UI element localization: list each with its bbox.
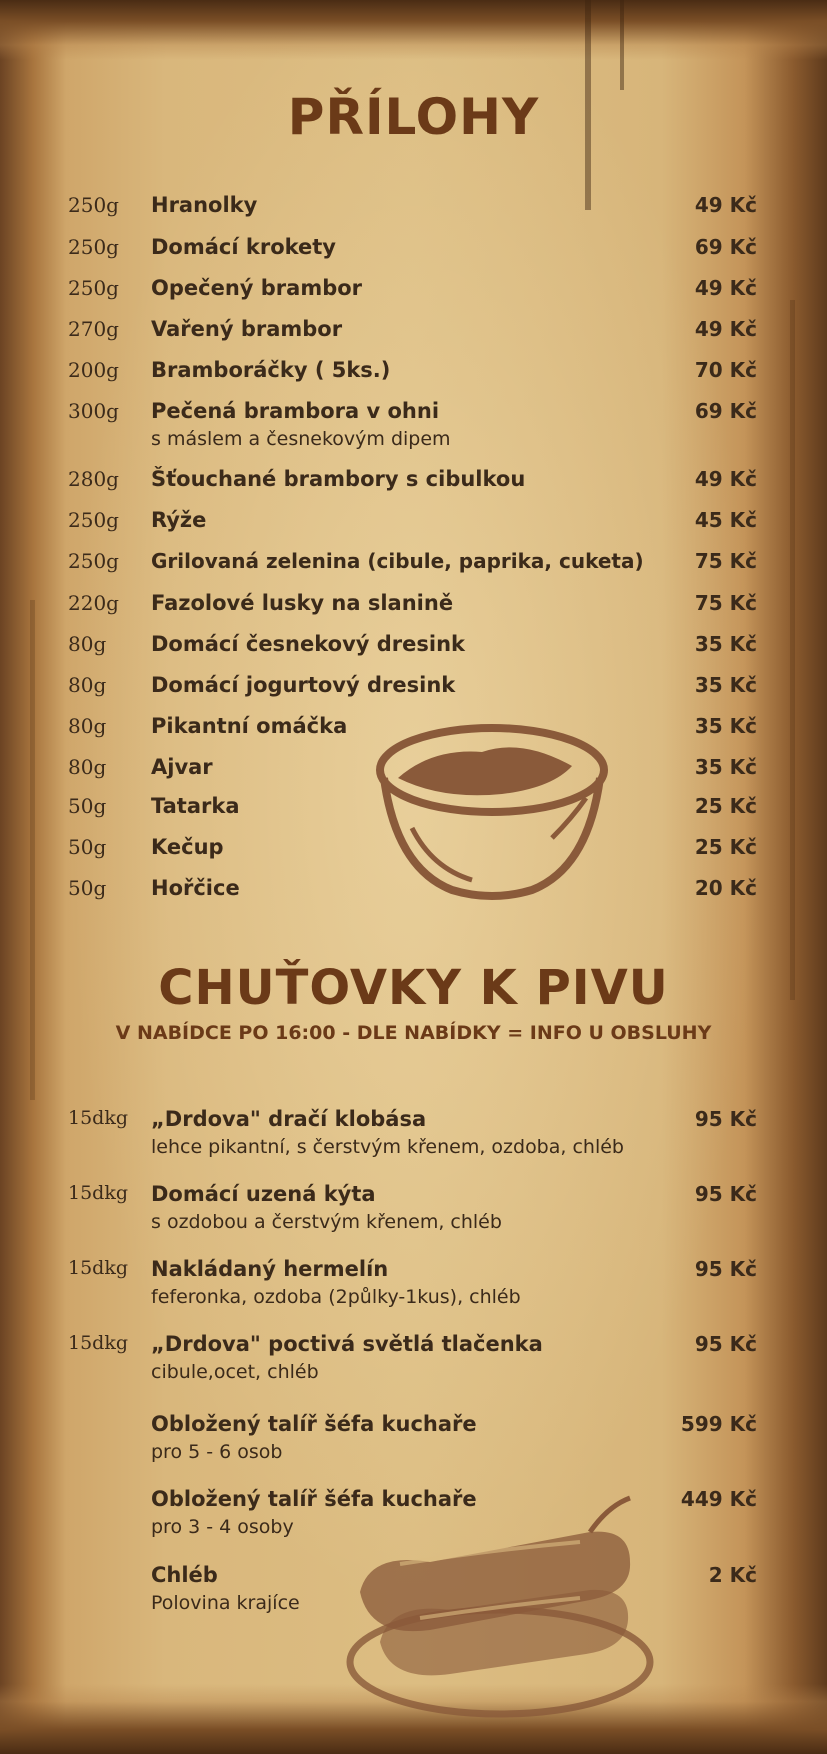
item-weight: 50g	[68, 794, 107, 818]
item-name: Tatarka	[151, 794, 240, 818]
item-price: 75 Kč	[694, 549, 757, 573]
item-weight: 50g	[68, 835, 107, 859]
item-name: Nakládaný hermelín	[151, 1257, 389, 1281]
item-price: 49 Kč	[694, 467, 757, 491]
item-price: 35 Kč	[694, 673, 757, 697]
item-name: „Drdova" dračí klobása	[151, 1107, 427, 1131]
item-description: s máslem a česnekovým dipem	[151, 428, 451, 450]
item-price: 25 Kč	[694, 794, 757, 818]
item-price: 69 Kč	[694, 399, 757, 423]
sausage-plate-icon	[340, 1492, 660, 1722]
item-weight: 15dkg	[68, 1107, 129, 1129]
item-weight: 300g	[68, 399, 119, 423]
item-price: 75 Kč	[694, 591, 757, 615]
item-name: Hořčice	[151, 876, 240, 900]
item-name: Grilovaná zelenina (cibule, paprika, cuketa)	[151, 549, 644, 573]
item-price: 35 Kč	[694, 714, 757, 738]
item-description: Polovina krajíce	[151, 1592, 300, 1614]
item-price: 449 Kč	[680, 1487, 757, 1511]
item-name: Domácí krokety	[151, 235, 336, 259]
item-name: Domácí uzená kýta	[151, 1182, 376, 1206]
item-name: Vařený brambor	[151, 317, 343, 341]
item-name: Bramboráčky ( 5ks.)	[151, 358, 391, 382]
item-weight: 270g	[68, 317, 119, 341]
item-price: 95 Kč	[694, 1257, 757, 1281]
item-weight: 200g	[68, 358, 119, 382]
item-name: Rýže	[151, 508, 207, 532]
item-weight: 220g	[68, 591, 119, 615]
item-price: 35 Kč	[694, 632, 757, 656]
section-subtitle-snacks: V NABÍDCE PO 16:00 - DLE NABÍDKY = INFO U OBSLUHY	[115, 1022, 712, 1044]
item-description: pro 5 - 6 osob	[151, 1441, 283, 1463]
item-weight: 80g	[68, 673, 107, 697]
item-name: Opečený brambor	[151, 276, 363, 300]
item-name: Šťouchané brambory s cibulkou	[151, 467, 526, 491]
wood-crack	[790, 300, 795, 1000]
item-price: 49 Kč	[694, 193, 757, 217]
item-price: 95 Kč	[694, 1182, 757, 1206]
item-weight: 280g	[68, 467, 119, 491]
item-weight: 15dkg	[68, 1332, 129, 1354]
item-name: Obložený talíř šéfa kuchaře	[151, 1487, 477, 1511]
wood-crack	[620, 0, 624, 90]
item-weight: 15dkg	[68, 1257, 129, 1279]
item-weight: 250g	[68, 235, 119, 259]
item-description: cibule,ocet, chléb	[151, 1361, 319, 1383]
item-name: Fazolové lusky na slanině	[151, 591, 454, 615]
item-weight: 80g	[68, 714, 107, 738]
item-price: 49 Kč	[694, 276, 757, 300]
item-weight: 250g	[68, 276, 119, 300]
item-price: 70 Kč	[694, 358, 757, 382]
item-name: Domácí jogurtový dresink	[151, 673, 456, 697]
item-price: 95 Kč	[694, 1107, 757, 1131]
item-price: 69 Kč	[694, 235, 757, 259]
item-price: 20 Kč	[694, 876, 757, 900]
item-weight: 250g	[68, 508, 119, 532]
item-name: Kečup	[151, 835, 224, 859]
item-name: Ajvar	[151, 755, 213, 779]
item-name: Domácí česnekový dresink	[151, 632, 466, 656]
item-price: 599 Kč	[680, 1412, 757, 1436]
item-name: Chléb	[151, 1563, 218, 1587]
item-weight: 15dkg	[68, 1182, 129, 1204]
item-weight: 50g	[68, 876, 107, 900]
item-description: s ozdobou a čerstvým křenem, chléb	[151, 1211, 502, 1233]
item-description: pro 3 - 4 osoby	[151, 1516, 294, 1538]
item-name: Obložený talíř šéfa kuchaře	[151, 1412, 477, 1436]
item-price: 25 Kč	[694, 835, 757, 859]
item-name: Hranolky	[151, 193, 258, 217]
item-weight: 80g	[68, 632, 107, 656]
item-name: Pečená brambora v ohni	[151, 399, 440, 423]
item-description: lehce pikantní, s čerstvým křenem, ozdoba, chléb	[151, 1136, 624, 1158]
item-name: Pikantní omáčka	[151, 714, 348, 738]
item-price: 95 Kč	[694, 1332, 757, 1356]
item-weight: 250g	[68, 549, 119, 573]
item-name: „Drdova" poctivá světlá tlačenka	[151, 1332, 543, 1356]
section-title-snacks: CHUŤOVKY K PIVU	[158, 960, 669, 1016]
wood-edge-top	[0, 0, 827, 60]
item-price: 2 Kč	[708, 1563, 757, 1587]
item-weight: 250g	[68, 193, 119, 217]
section-title-sides: PŘÍLOHY	[287, 88, 540, 146]
item-price: 45 Kč	[694, 508, 757, 532]
item-price: 35 Kč	[694, 755, 757, 779]
sauce-bowl-icon	[372, 718, 612, 908]
item-description: feferonka, ozdoba (2půlky-1kus), chléb	[151, 1286, 521, 1308]
item-price: 49 Kč	[694, 317, 757, 341]
item-weight: 80g	[68, 755, 107, 779]
